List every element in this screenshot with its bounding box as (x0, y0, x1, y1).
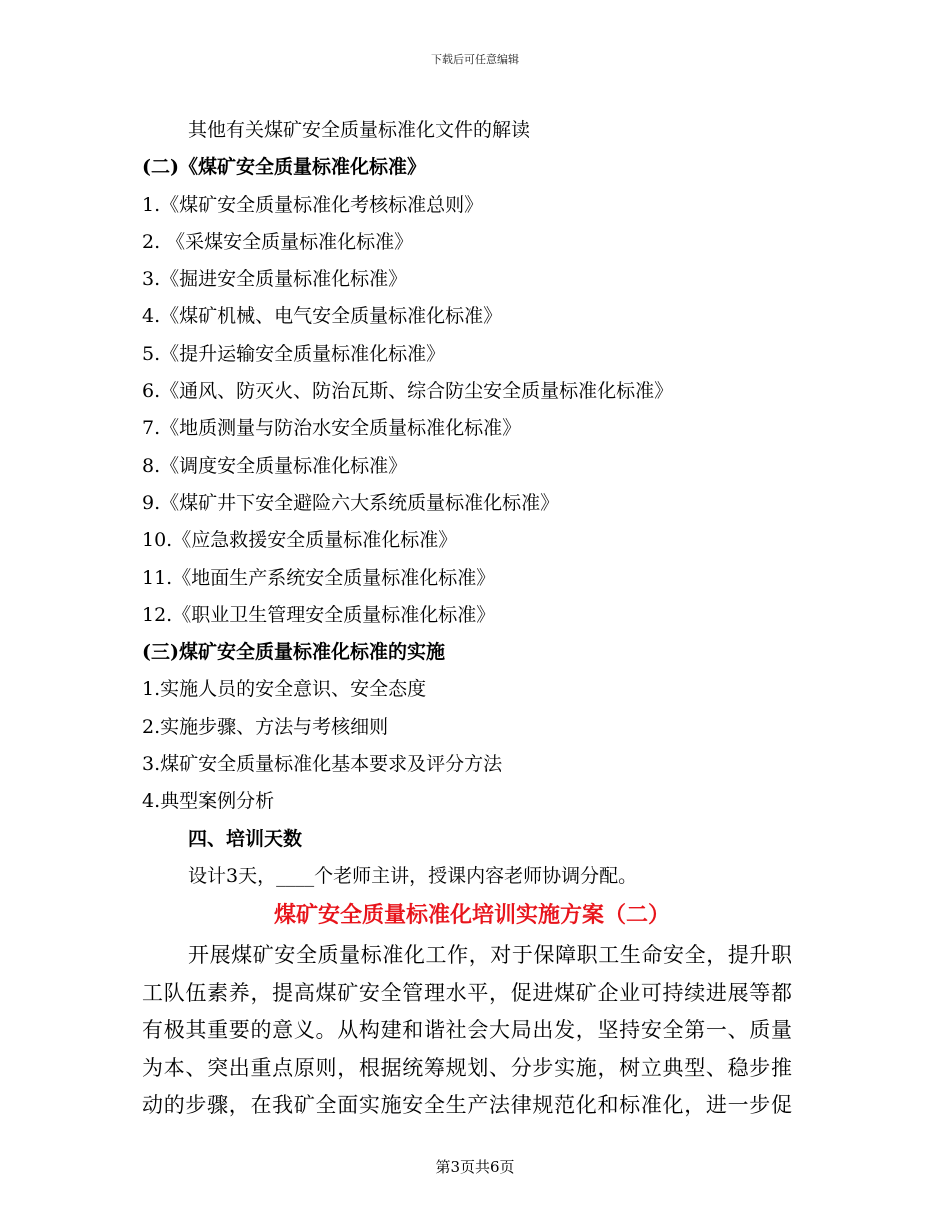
list-item: 4.《煤矿机械、电气安全质量标准化标准》 (142, 305, 503, 328)
intro-line: 其他有关煤矿安全质量标准化文件的解读 (188, 119, 531, 141)
list-item: 12.《职业卫生管理安全质量标准化标准》 (142, 603, 496, 626)
document-body (142, 112, 802, 1125)
list-item: 10.《应急救援安全质量标准化标准》 (142, 529, 458, 552)
plan-paragraph: 开展煤矿安全质量标准化工作，对于保障职工生命安全，提升职工队伍素养，提高煤矿安全管理水平，促进煤矿企业可持续进展等都有极其重要的意义。从构建和谐社会大局出发，坚持安全第一、质量为本、突出重点原则，根据统筹规划、分步实施，树立典型、稳步推动的步骤，在我矿全面实施安全生产法律规范化和标准化，进一步促 (142, 943, 792, 1118)
list-item: 1.实施人员的安全意识、安全态度 (142, 678, 427, 701)
section4-text: 设计3天，____个老师主讲，授课内容老师协调分配。 (188, 864, 638, 887)
page-header: 下载后可任意编辑 (431, 53, 519, 66)
section4-heading: 四、培训天数 (188, 827, 303, 850)
page-footer: 第3页共6页 (435, 1158, 515, 1176)
list-item: 9.《煤矿井下安全避险六大系统质量标准化标准》 (142, 491, 560, 514)
list-item: 2. 《采煤安全质量标准化标准》 (142, 230, 414, 253)
list-item: 8.《调度安全质量标准化标准》 (142, 454, 408, 477)
list-item: 5.《提升运输安全质量标准化标准》 (142, 342, 446, 365)
list-item: 4.典型案例分析 (142, 790, 275, 813)
list-item: 1.《煤矿安全质量标准化考核标准总则》 (142, 193, 484, 216)
list-item: 3.煤矿安全质量标准化基本要求及评分方法 (142, 753, 503, 776)
list-item: 2.实施步骤、方法与考核细则 (142, 715, 389, 738)
section3-heading: (三)煤矿安全质量标准化标准的实施 (142, 641, 445, 664)
list-item: 3.《掘进安全质量标准化标准》 (142, 268, 408, 291)
list-item: 11.《地面生产系统安全质量标准化标准》 (142, 566, 496, 589)
list-item: 6.《通风、防灭火、防治瓦斯、综合防尘安全质量标准化标准》 (142, 380, 674, 403)
section2-heading: (二)《煤矿安全质量标准化标准》 (142, 156, 426, 179)
list-item: 7.《地质测量与防治水安全质量标准化标准》 (142, 417, 522, 440)
plan-title: 煤矿安全质量标准化培训实施方案（二） (273, 902, 670, 929)
